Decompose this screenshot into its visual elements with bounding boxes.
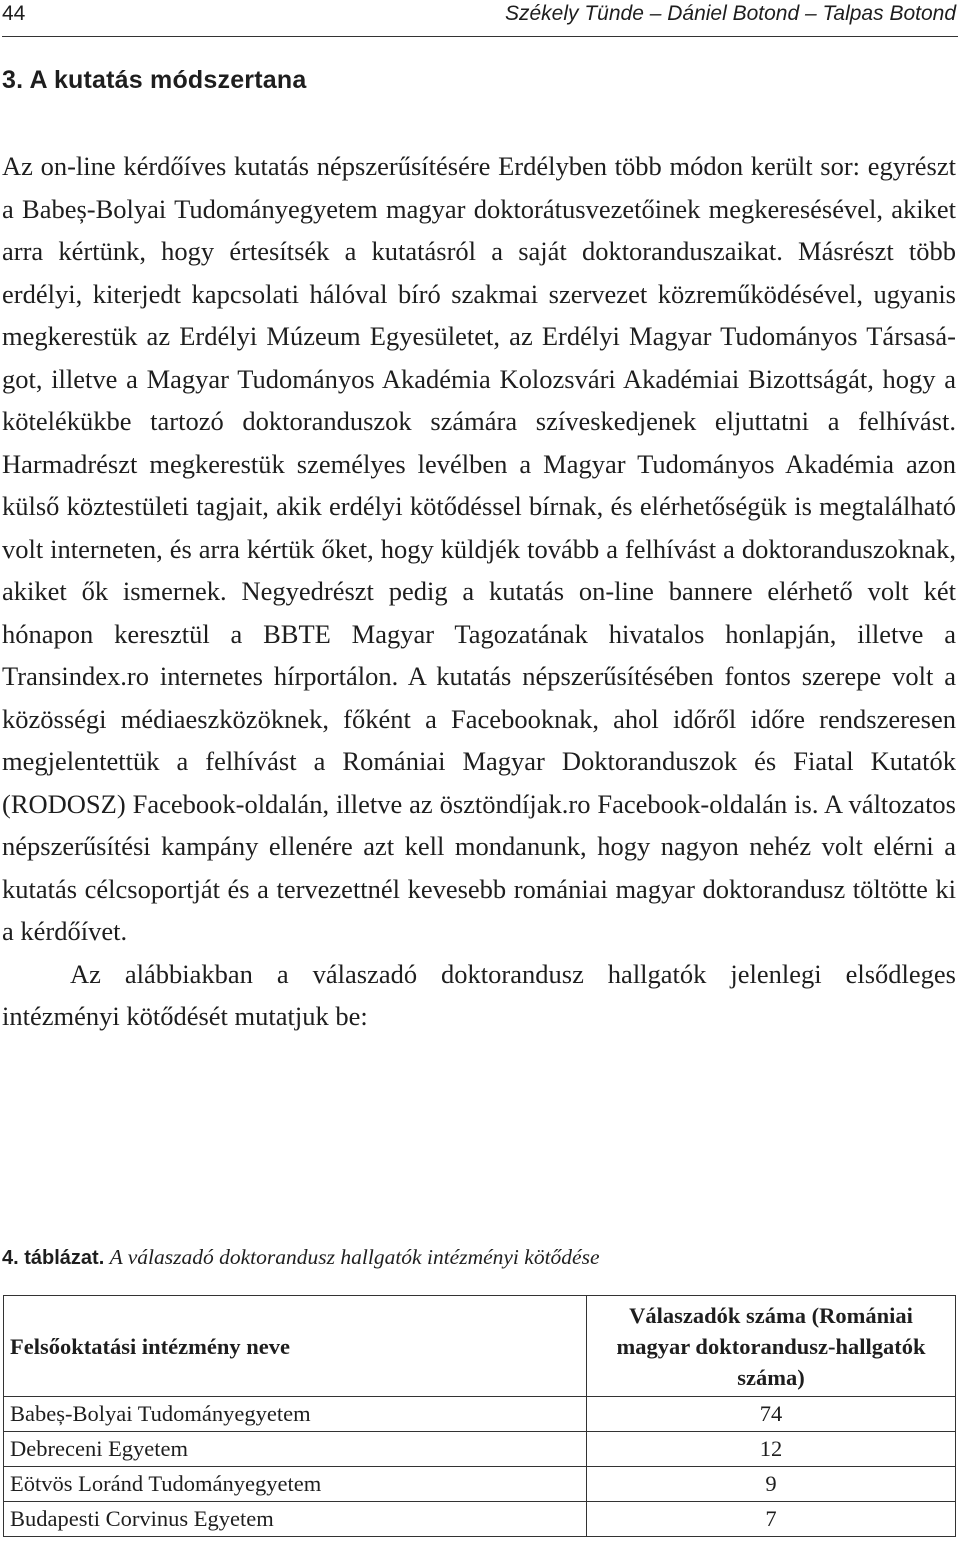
table-row xyxy=(4,1502,956,1537)
table-caption-label: 4. táblázat. xyxy=(2,1247,105,1269)
cell-count: 74 xyxy=(587,1397,956,1432)
header-institution: Felsőoktatási intézmény neve xyxy=(4,1296,587,1397)
cell-institution: Babeș-Bolyai Tudományegyetem xyxy=(4,1397,587,1432)
cell-count: 12 xyxy=(587,1432,956,1467)
header-respondents: Válaszadók száma (Romániai magyar doktorandusz-hallgatók száma) xyxy=(587,1296,956,1397)
table-row xyxy=(4,1397,956,1432)
cell-count: 9 xyxy=(587,1467,956,1502)
table-caption-text: A válaszadó doktorandusz hallgatók intézményi kötődése xyxy=(109,1245,600,1269)
cell-institution: Debreceni Egyetem xyxy=(4,1432,587,1467)
body-text xyxy=(2,145,956,1038)
cell-institution: Budapesti Corvinus Egyetem xyxy=(4,1502,587,1537)
page-header xyxy=(2,0,958,37)
table-row xyxy=(4,1467,956,1502)
page-number: 44 xyxy=(2,2,26,25)
institution-table xyxy=(3,1295,956,1537)
table-row xyxy=(4,1432,956,1467)
section-title: 3. A kutatás módszertana xyxy=(2,66,307,94)
cell-institution: Eötvös Loránd Tudományegyetem xyxy=(4,1467,587,1502)
table-caption xyxy=(2,1245,600,1270)
table-header-row xyxy=(4,1296,956,1397)
running-head-authors: Székely Tünde – Dániel Botond – Talpas Botond xyxy=(504,2,956,25)
paragraph-table-intro: Az alábbiakban a válaszadó doktorandusz hallgatók jelenlegi elsődleges intézményi kötődését mutatjuk be: xyxy=(2,958,956,1031)
cell-count: 7 xyxy=(587,1502,956,1537)
paragraph-methodology: Az on-line kérdőíves kutatás népszerűsítésére Erdélyben több módon került sor: egyrészt a Babeș-Bolyai Tudományegyetem magyar doktorátusvezetőinek megkeresésével, akiket arra kértünk, hogy értesítsék a kutatásról a saját doktoranduszaikat. Másrészt több erdélyi, kiterjedt kapcsolati hálóval bíró szakmai szervezet közreműködésével, ugyanis megkerestük az Erdélyi Múzeum Egyesületet, az Erdélyi Magyar Tudományos Társaságot, illetve a Magyar Tudományos Akadémia Kolozsvári Akadémiai Bizottságát, hogy a kötelékükbe tartozó doktoranduszok számára szíveskedjenek eljuttatni a felhívást. Harmadrészt megkerestük személyes levélben a Magyar Tudományos Akadémia azon külső köztestületi tagjait, akik erdélyi kötődéssel bírnak, és elérhetőségük is megtalálható volt interneten, és arra kértük őket, hogy küldjék tovább a felhívást a doktoranduszoknak, akiket ők ismernek. Negyedrészt pedig a kutatás on-line bannere elérhető volt két hónapon keresztül a BBTE Magyar Tagozatának hivatalos honlapján, illetve a Transindex.ro internetes hírportálon. A kutatás népszerűsítésében fontos szerepe volt a közösségi médiaeszközöknek, főként a Facebooknak, ahol időről időre rendszeresen megjelentettük a felhívást a Romániai Magyar Doktoranduszok és Fiatal Kutatók (RODOSZ) Facebook-oldalán, illetve az ösztöndíjak.ro Facebook-oldalán is. A változatos népszerűsítési kampány ellenére azt kell mondanunk, hogy nagyon nehéz volt elérni a kutatás célcsoportját és a tervezettnél kevesebb romániai magyar doktorandusz töltötte ki a kérdőívet. xyxy=(2,151,956,946)
